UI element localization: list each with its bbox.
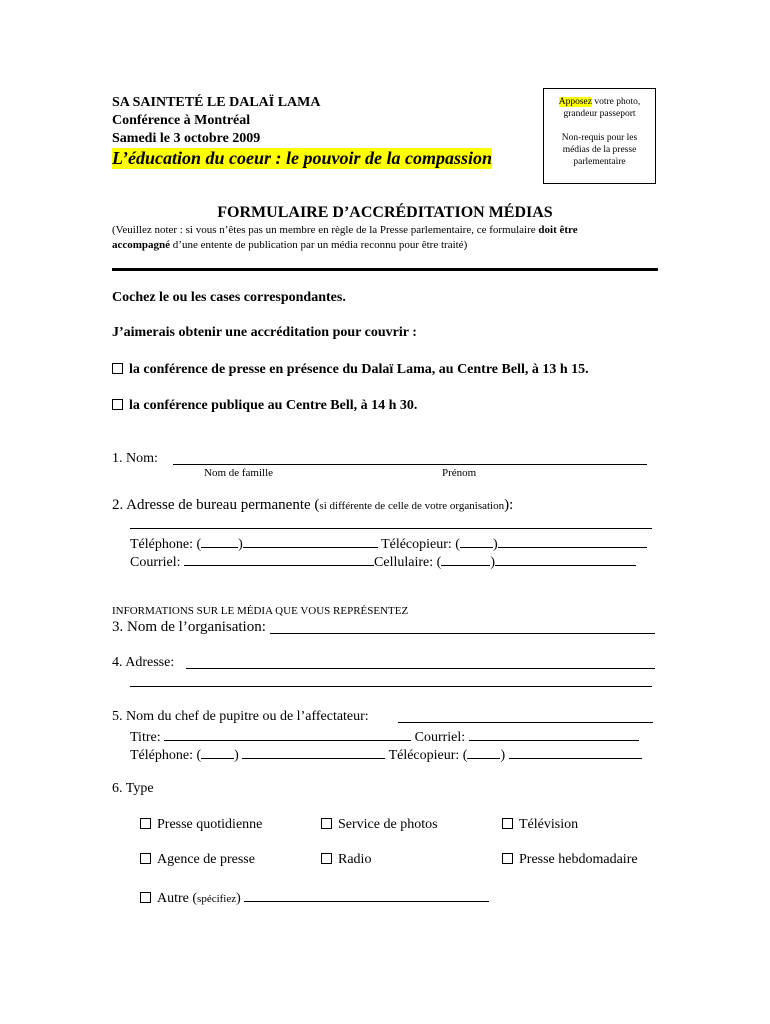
accreditation-prompt: J’aimerais obtenir une accréditation pour couvrir : <box>112 325 417 340</box>
form-note-line1: (Veuillez noter : si vous n’êtes pas un membre en règle de la Presse parlementaire, ce formulaire doit être <box>112 224 578 236</box>
checkbox-press-conference[interactable] <box>112 363 123 374</box>
adresse-label: 2. Adresse de bureau permanente (si différente de celle de votre organisation): <box>112 497 514 513</box>
checkbox-presse-hebdo[interactable] <box>502 853 513 864</box>
telephone2-field[interactable] <box>242 745 385 759</box>
type-service-photos[interactable]: Service de photos <box>321 817 438 833</box>
type-presse-hebdo[interactable]: Presse hebdomadaire <box>502 852 638 868</box>
checkbox-autre[interactable] <box>140 892 151 903</box>
nom-field[interactable] <box>173 464 647 465</box>
photo-box[interactable] <box>543 88 656 184</box>
chef-field[interactable] <box>398 722 653 723</box>
cell-field[interactable] <box>495 552 636 566</box>
prenom-label: Prénom <box>442 467 477 479</box>
autre-field[interactable] <box>244 888 489 902</box>
nom-famille-label: Nom de famille <box>204 467 274 479</box>
section-divider <box>112 268 658 271</box>
event-title: SA SAINTETÉ LE DALAÏ LAMA <box>112 95 321 110</box>
checkbox-service-photos[interactable] <box>321 818 332 829</box>
option-press-conference[interactable]: la conférence de presse en présence du Dalaï Lama, au Centre Bell, à 13 h 15. <box>112 362 589 378</box>
adresse4-field[interactable] <box>186 668 655 669</box>
photo-line1: votre photo, <box>591 97 641 107</box>
check-prompt: Cochez le ou les cases correspondantes. <box>112 290 346 305</box>
nom-label: 1. Nom: <box>112 451 158 466</box>
telephone-field[interactable] <box>243 534 378 548</box>
form-note-line2: accompagné d’une entente de publication par un média reconnu pour être traité) <box>112 239 468 251</box>
form-title: FORMULAIRE D’ACCRÉDITATION MÉDIAS <box>217 204 553 221</box>
fax-field[interactable] <box>498 534 647 548</box>
adresse-field[interactable] <box>130 528 652 529</box>
telephone2-area-field[interactable] <box>201 745 234 759</box>
photo-size: grandeur passeport <box>563 109 636 119</box>
org-field[interactable] <box>270 633 655 634</box>
checkbox-public-conference[interactable] <box>112 399 123 410</box>
photo-note-1: Non-requis pour les <box>561 133 638 143</box>
courriel-field[interactable] <box>184 552 374 566</box>
event-date: Samedi le 3 octobre 2009 <box>112 131 261 146</box>
photo-note-3: parlementaire <box>573 157 626 167</box>
adresse4-field-2[interactable] <box>130 686 652 687</box>
titre-field[interactable] <box>164 727 411 741</box>
telephone-area-field[interactable] <box>201 534 238 548</box>
type-autre[interactable]: Autre (spécifiez) <box>140 888 489 907</box>
adresse4-label: 4. Adresse: <box>112 655 175 670</box>
type-agence-presse[interactable]: Agence de presse <box>140 852 255 868</box>
checkbox-presse-quotidienne[interactable] <box>140 818 151 829</box>
type-presse-quotidienne[interactable]: Presse quotidienne <box>140 817 262 833</box>
chef-label: 5. Nom du chef de pupitre ou de l’affectateur: <box>112 709 369 724</box>
event-location: Conférence à Montréal <box>112 113 251 128</box>
type-radio[interactable]: Radio <box>321 852 371 868</box>
event-subtitle: L’éducation du coeur : le pouvoir de la compassion <box>112 148 492 168</box>
titre-row: Titre: Courriel: <box>130 727 639 746</box>
checkbox-agence-presse[interactable] <box>140 853 151 864</box>
cell-area-field[interactable] <box>441 552 490 566</box>
media-heading: INFORMATIONS SUR LE MÉDIA QUE VOUS REPRÉSENTEZ <box>112 605 409 617</box>
courriel2-field[interactable] <box>469 727 639 741</box>
fax2-field[interactable] <box>509 745 642 759</box>
photo-instruction <box>544 96 655 108</box>
telephone2-row: Téléphone: ( ) Télécopieur: ( ) <box>130 745 642 764</box>
option-public-conference[interactable]: la conférence publique au Centre Bell, à 14 h 30. <box>112 398 417 414</box>
photo-highlight: Apposez <box>558 97 592 107</box>
telephone-row: Téléphone: ( ) Télécopieur: ( ) <box>130 534 647 553</box>
courriel-row: Courriel: Cellulaire: ( ) <box>130 552 636 571</box>
checkbox-radio[interactable] <box>321 853 332 864</box>
org-label: 3. Nom de l’organisation: <box>112 619 266 635</box>
photo-note-2: médias de la presse <box>562 145 637 155</box>
type-label: 6. Type <box>112 781 154 796</box>
fax2-area-field[interactable] <box>467 745 500 759</box>
checkbox-television[interactable] <box>502 818 513 829</box>
type-television[interactable]: Télévision <box>502 817 578 833</box>
fax-area-field[interactable] <box>460 534 493 548</box>
